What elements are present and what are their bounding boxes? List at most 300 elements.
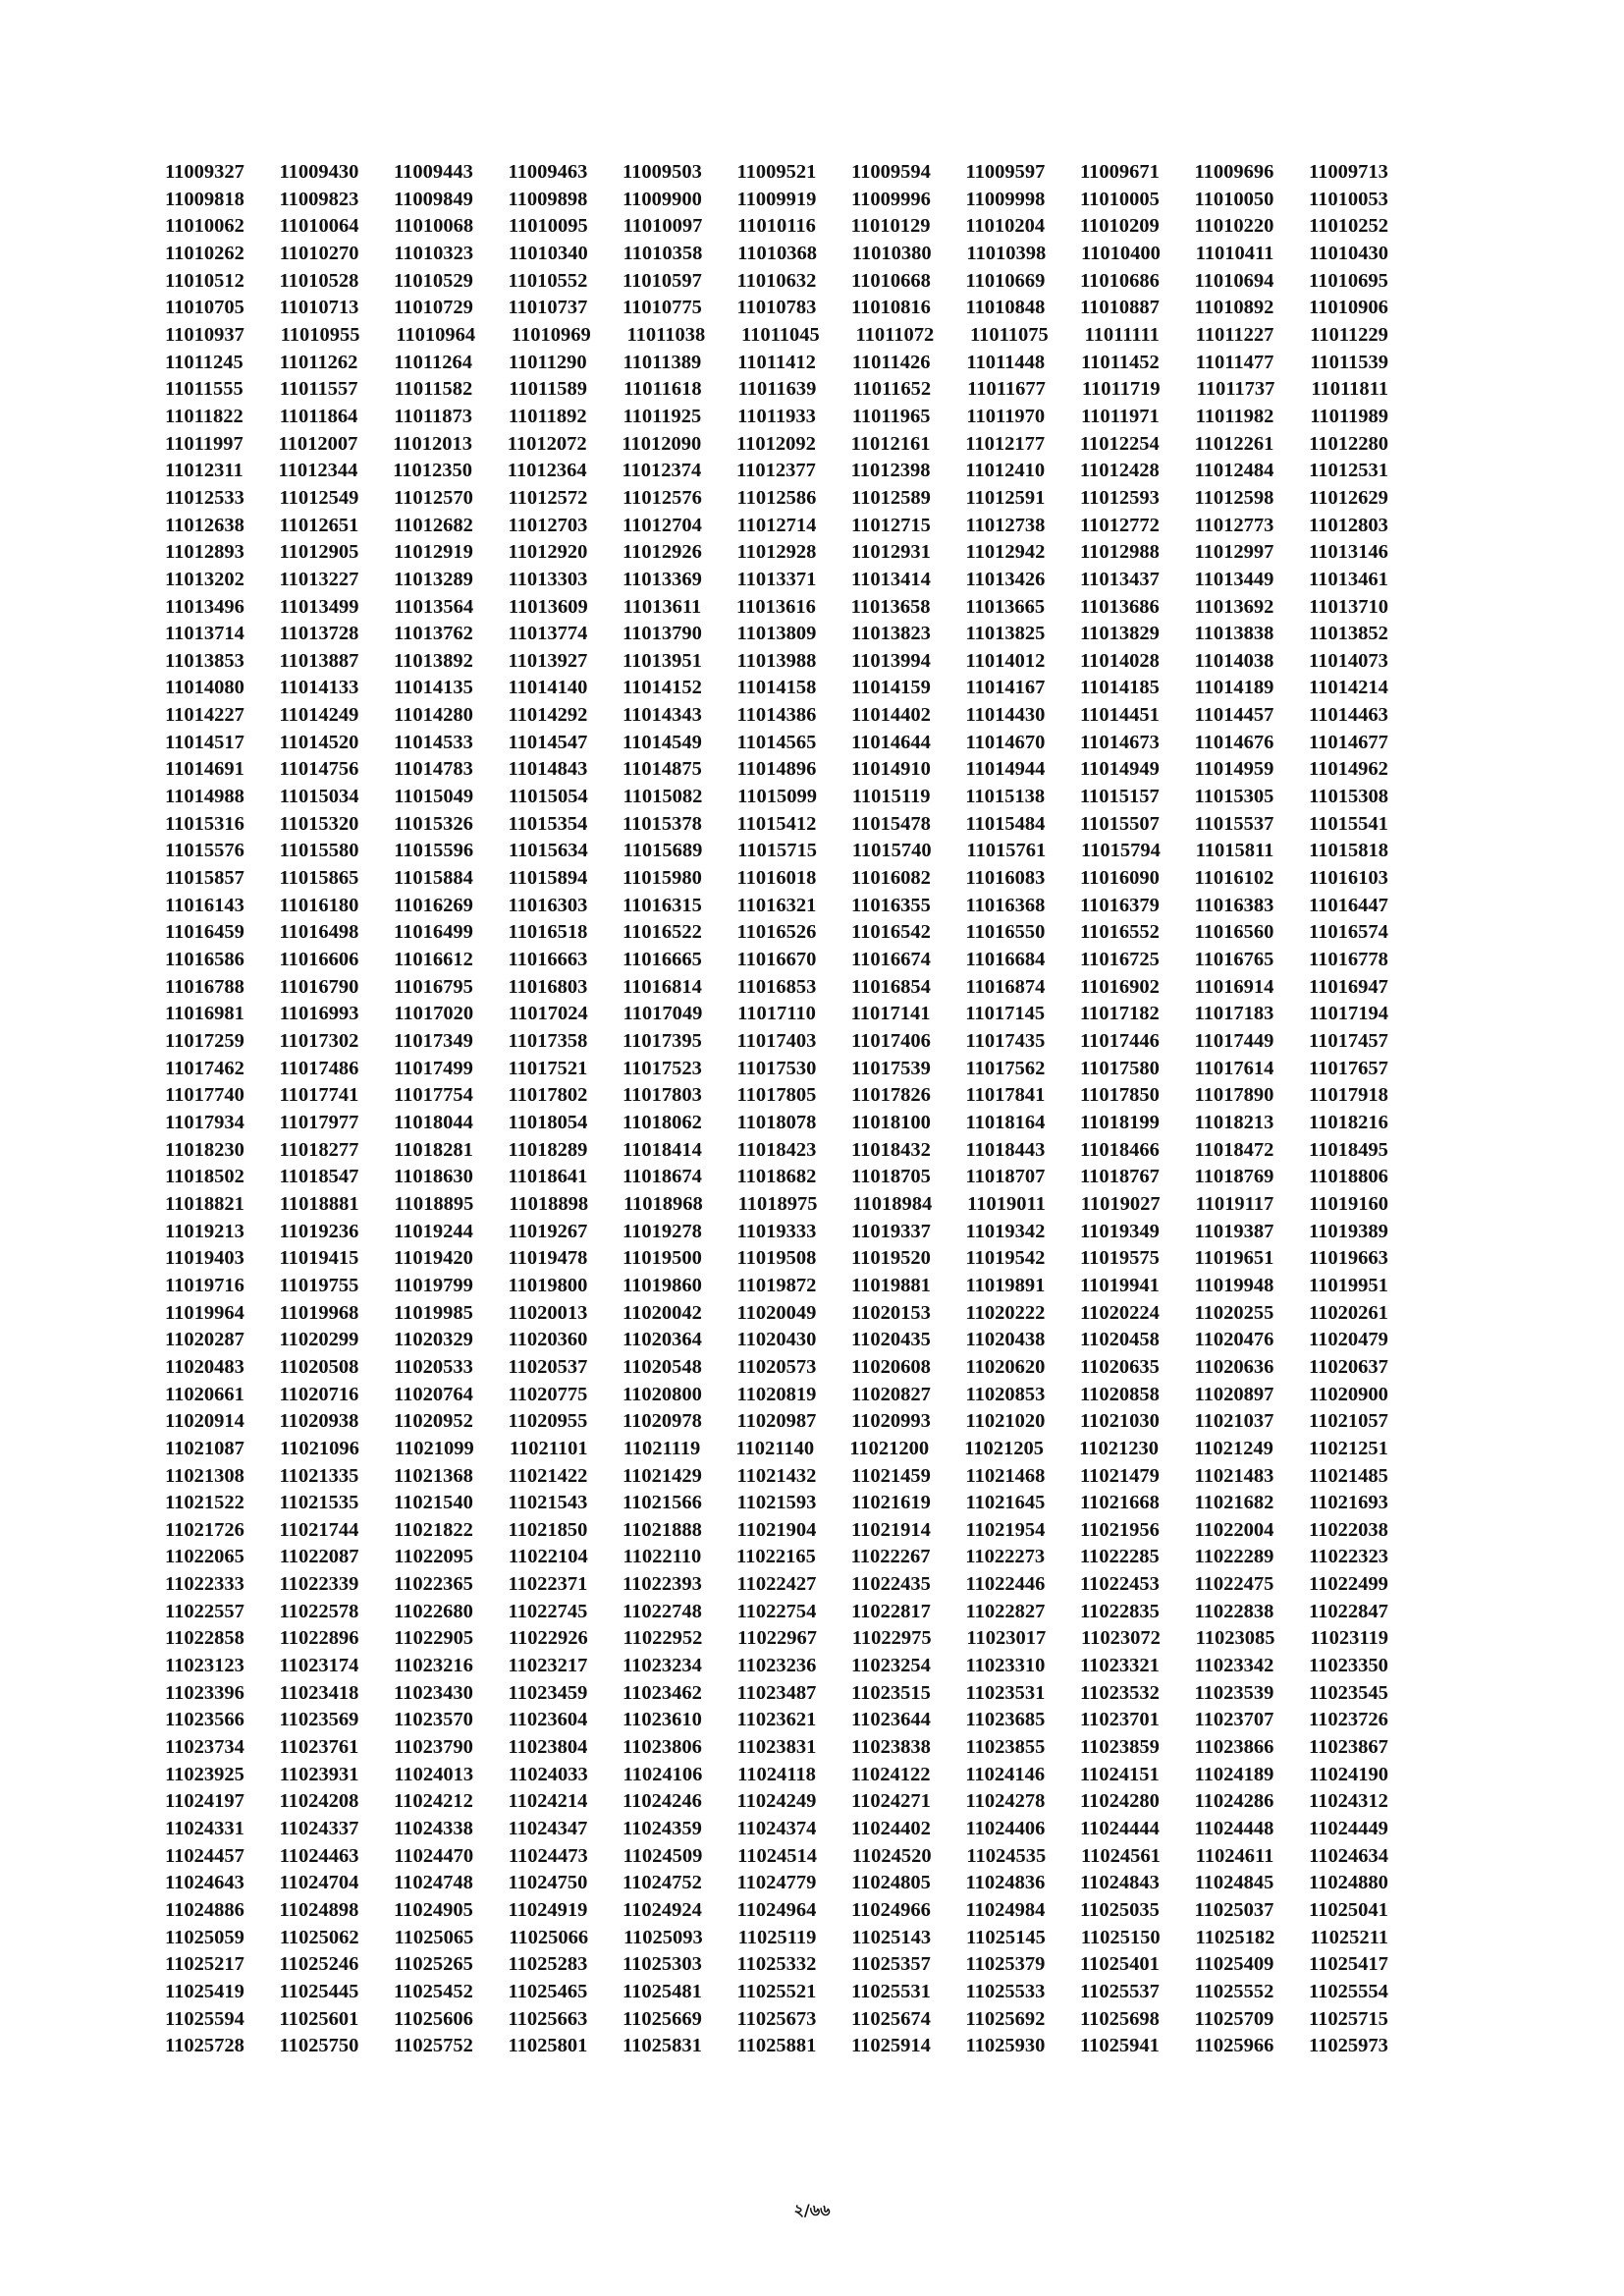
roll-number: 11012920: [508, 541, 588, 564]
roll-number: 11011982: [1195, 405, 1274, 427]
roll-number: 11013658: [850, 595, 931, 618]
roll-number: 11012928: [736, 541, 817, 564]
number-row: [165, 159, 1388, 187]
roll-number: 11017523: [623, 1057, 702, 1079]
roll-number: 11017977: [279, 1111, 359, 1133]
roll-number: 11017499: [394, 1057, 473, 1079]
roll-number: 11013951: [623, 649, 702, 672]
roll-number: 11011229: [1310, 323, 1388, 346]
roll-number: 11009919: [736, 188, 817, 210]
roll-number: 11024212: [394, 1790, 473, 1813]
roll-number: 11012772: [1080, 514, 1160, 536]
roll-number: 11016315: [623, 894, 702, 916]
roll-number: 11020360: [508, 1329, 588, 1351]
roll-number: 11017446: [1080, 1030, 1160, 1052]
roll-number: 11017024: [508, 1003, 588, 1025]
roll-number: 11013426: [965, 568, 1046, 590]
roll-number: 11022004: [1194, 1518, 1274, 1541]
roll-number: 11024449: [1309, 1818, 1388, 1840]
roll-number: 11024561: [1081, 1844, 1161, 1867]
roll-number: 11014843: [508, 758, 588, 781]
roll-number: 11013369: [623, 568, 702, 590]
roll-number: 11016795: [394, 975, 473, 998]
roll-number: 11023570: [394, 1709, 473, 1731]
roll-number: 11021308: [165, 1464, 244, 1487]
roll-number: 11020458: [1080, 1329, 1160, 1351]
number-row: [165, 1191, 1388, 1219]
number-row: [165, 947, 1388, 974]
roll-number: 11020827: [851, 1383, 931, 1405]
roll-number: 11017754: [394, 1084, 473, 1107]
roll-number: 11018806: [1309, 1166, 1388, 1188]
roll-number: 11013853: [165, 649, 244, 672]
roll-number: 11015596: [394, 840, 474, 862]
roll-number: 11021850: [508, 1518, 588, 1541]
roll-number: 11015857: [165, 867, 244, 890]
roll-number: 11013710: [1309, 595, 1388, 618]
roll-number: 11021479: [1080, 1464, 1160, 1487]
roll-number: 11015689: [623, 840, 703, 862]
roll-number: 11010887: [1080, 297, 1160, 319]
roll-number: 11020435: [851, 1329, 931, 1351]
roll-number: 11021251: [1309, 1437, 1388, 1459]
roll-number: 11021682: [1194, 1492, 1274, 1514]
roll-number: 11014343: [623, 704, 702, 727]
roll-number: 11010068: [394, 215, 474, 238]
roll-number: 11021522: [165, 1492, 244, 1514]
roll-number: 11024278: [965, 1790, 1046, 1813]
roll-number: 11013825: [965, 623, 1046, 645]
roll-number: 11022273: [965, 1546, 1046, 1568]
roll-number: 11012311: [165, 460, 244, 482]
roll-number: 11016674: [851, 949, 931, 971]
roll-number: 11014140: [508, 677, 588, 699]
roll-number: 11023236: [736, 1655, 817, 1677]
roll-number: 11019117: [1195, 1192, 1274, 1215]
roll-number: 11015138: [965, 786, 1046, 808]
roll-number: 11021096: [279, 1437, 359, 1459]
roll-number: 11015378: [623, 812, 702, 835]
roll-number: 11021030: [1080, 1410, 1160, 1433]
roll-number: 11014430: [965, 704, 1046, 727]
roll-number: 11017657: [1309, 1057, 1388, 1079]
roll-number: 11022435: [851, 1573, 931, 1596]
number-row: [165, 2006, 1388, 2034]
number-row: [165, 811, 1388, 839]
roll-number: 11025481: [623, 1980, 702, 2002]
roll-number: 11015884: [394, 867, 473, 890]
roll-number: 11022817: [851, 1600, 931, 1622]
roll-number: 11012533: [165, 486, 244, 509]
roll-number: 11011262: [279, 351, 358, 373]
roll-number: 11021543: [508, 1492, 588, 1514]
roll-number: 11025750: [279, 2035, 359, 2057]
roll-number: 11013611: [623, 595, 702, 618]
roll-number: 11024611: [1195, 1844, 1274, 1867]
roll-number: 11025303: [623, 1953, 702, 1976]
roll-number: 11021914: [851, 1518, 931, 1541]
number-row: [165, 1599, 1388, 1626]
roll-number: 11025062: [279, 1926, 359, 1948]
roll-number: 11010340: [508, 242, 588, 264]
roll-number: 11010969: [511, 323, 591, 346]
roll-number: 11019500: [623, 1247, 702, 1270]
number-row: [165, 1408, 1388, 1436]
roll-number: 11009818: [165, 188, 244, 210]
roll-number: 11016606: [279, 949, 359, 971]
roll-number: 11021020: [965, 1410, 1046, 1433]
roll-number: 11014547: [508, 731, 588, 753]
roll-number: 11018289: [508, 1138, 588, 1161]
roll-number: 11015316: [165, 812, 244, 835]
roll-number: 11014167: [965, 677, 1046, 699]
roll-number: 11011873: [394, 405, 472, 427]
roll-number: 11023396: [165, 1681, 244, 1704]
roll-number: 11020661: [165, 1383, 244, 1405]
roll-number: 11025728: [165, 2035, 244, 2057]
roll-number: 11017110: [737, 1003, 816, 1025]
roll-number: 11010668: [851, 269, 931, 292]
roll-number: 11024151: [1079, 1763, 1160, 1785]
roll-number: 11020533: [394, 1355, 473, 1378]
roll-number: 11020287: [165, 1329, 244, 1351]
roll-number: 11014135: [394, 677, 473, 699]
roll-number: 11024845: [1194, 1872, 1274, 1894]
roll-number: 11018432: [851, 1138, 931, 1161]
roll-number: 11019349: [1080, 1220, 1160, 1242]
roll-number: 11015576: [165, 840, 244, 862]
roll-number: 11015157: [1079, 786, 1160, 808]
roll-number: 11025182: [1195, 1926, 1275, 1948]
roll-number: 11020897: [1194, 1383, 1274, 1405]
roll-number: 11019027: [1080, 1192, 1161, 1215]
roll-number: 11023321: [1080, 1655, 1160, 1677]
roll-number: 11018414: [623, 1138, 702, 1161]
roll-number: 11025663: [508, 2007, 588, 2030]
number-row: [165, 1571, 1388, 1599]
roll-number: 11012638: [165, 514, 244, 536]
roll-number: 11010129: [850, 215, 931, 238]
roll-number: 11022267: [850, 1546, 931, 1568]
roll-number: 11017406: [851, 1030, 931, 1052]
roll-number: 11017358: [508, 1030, 588, 1052]
roll-number: 11014962: [1309, 758, 1388, 781]
roll-number: 11019891: [965, 1274, 1046, 1296]
roll-number: 11021956: [1080, 1518, 1160, 1541]
roll-number: 11016522: [623, 921, 702, 944]
roll-number: 11015354: [508, 812, 588, 835]
roll-number: 11010705: [165, 297, 244, 319]
number-row: [165, 1219, 1388, 1246]
roll-number: 11023545: [1309, 1681, 1388, 1704]
roll-number: 11017562: [965, 1057, 1046, 1079]
roll-number: 11023566: [165, 1709, 244, 1731]
roll-number: 11025379: [965, 1953, 1046, 1976]
roll-number: 11025093: [623, 1926, 703, 1948]
roll-number: 11010430: [1309, 242, 1388, 264]
roll-number: 11016355: [851, 894, 931, 916]
roll-number: 11019872: [736, 1274, 817, 1296]
roll-number: 11015580: [279, 840, 359, 862]
number-row: [165, 295, 1388, 322]
roll-number: 11023515: [851, 1681, 931, 1704]
roll-number: 11024189: [1194, 1763, 1274, 1785]
roll-number: 11020479: [1309, 1329, 1388, 1351]
roll-number: 11009823: [279, 188, 359, 210]
roll-number: 11017802: [508, 1084, 588, 1107]
roll-number: 11014457: [1194, 704, 1274, 727]
roll-number: 11022333: [165, 1573, 244, 1596]
roll-number: 11025698: [1080, 2007, 1160, 2030]
roll-number: 11012161: [850, 432, 931, 455]
roll-number: 11018495: [1309, 1138, 1388, 1161]
roll-number: 11012715: [851, 514, 931, 536]
roll-number: 11014565: [736, 731, 817, 753]
roll-number: 11019267: [508, 1220, 588, 1242]
number-row: [165, 756, 1388, 784]
roll-number: 11014691: [165, 758, 244, 781]
roll-number: 11014533: [394, 731, 473, 753]
number-row: [165, 594, 1388, 622]
number-row: [165, 648, 1388, 676]
roll-number: 11016725: [1080, 949, 1160, 971]
roll-number: 11024924: [623, 1899, 702, 1921]
roll-number: 11009996: [851, 188, 931, 210]
roll-number: 11014028: [1080, 649, 1160, 672]
roll-number: 11020222: [965, 1301, 1046, 1324]
roll-number: 11011075: [970, 323, 1049, 346]
roll-number: 11012682: [394, 514, 473, 536]
roll-number: 11021101: [509, 1437, 588, 1459]
roll-number: 11025065: [394, 1926, 474, 1948]
roll-number: 11019508: [736, 1247, 817, 1270]
roll-number: 11024470: [394, 1844, 474, 1867]
roll-number: 11020364: [623, 1329, 702, 1351]
roll-number: 11017302: [279, 1030, 359, 1052]
roll-number: 11022967: [737, 1627, 817, 1650]
roll-number: 11021200: [849, 1437, 930, 1459]
roll-number: 11020620: [965, 1355, 1046, 1378]
roll-number: 11024448: [1194, 1818, 1274, 1840]
roll-number: 11022896: [279, 1627, 359, 1650]
roll-number: 11019160: [1309, 1192, 1388, 1215]
roll-number: 11014292: [508, 704, 588, 727]
roll-number: 11019985: [394, 1301, 473, 1324]
roll-number: 11016586: [165, 949, 244, 971]
roll-number: 11018100: [851, 1111, 931, 1133]
roll-number: 11023123: [165, 1655, 244, 1677]
roll-number: 11025419: [165, 1980, 244, 2002]
roll-number: 11017259: [165, 1030, 244, 1052]
roll-number: 11025417: [1309, 1953, 1388, 1976]
roll-number: 11023790: [394, 1736, 473, 1759]
roll-number: 11015894: [508, 867, 588, 890]
roll-number: 11020900: [1309, 1383, 1388, 1405]
roll-number: 11011412: [737, 351, 816, 373]
roll-number: 11012629: [1309, 486, 1388, 509]
roll-number: 11022499: [1309, 1573, 1388, 1596]
roll-number: 11016853: [736, 975, 817, 998]
roll-number: 11015507: [1080, 812, 1160, 835]
number-row: [165, 730, 1388, 757]
roll-number: 11020636: [1194, 1355, 1274, 1378]
roll-number: 11020764: [394, 1383, 473, 1405]
roll-number: 11019964: [165, 1301, 244, 1324]
roll-number: 11009849: [394, 188, 473, 210]
roll-number: 11024984: [965, 1899, 1046, 1921]
roll-number: 11020483: [165, 1355, 244, 1378]
roll-number: 11011822: [165, 405, 244, 427]
roll-number: 11019951: [1309, 1274, 1388, 1296]
roll-number: 11010368: [737, 242, 817, 264]
roll-number: 11025409: [1194, 1953, 1274, 1976]
roll-number: 11015980: [623, 867, 702, 890]
roll-number: 11011452: [1081, 351, 1160, 373]
roll-number: 11015484: [965, 812, 1046, 835]
roll-number: 11011227: [1195, 323, 1274, 346]
roll-number: 11022745: [508, 1600, 588, 1622]
roll-number: 11014463: [1309, 704, 1388, 727]
roll-number: 11014185: [1080, 677, 1160, 699]
number-row: [165, 1707, 1388, 1734]
roll-number: 11014756: [279, 758, 359, 781]
roll-number: 11014959: [1194, 758, 1274, 781]
roll-number: 11017141: [850, 1003, 931, 1025]
roll-number: 11019651: [1194, 1247, 1274, 1270]
roll-number: 11024752: [623, 1872, 702, 1894]
number-row: [165, 458, 1388, 485]
roll-number: 11024836: [965, 1872, 1046, 1894]
roll-number: 11012589: [851, 486, 931, 509]
roll-number: 11020537: [508, 1355, 588, 1378]
roll-number: 11013829: [1080, 623, 1160, 645]
roll-number: 11012090: [622, 432, 702, 455]
roll-number: 11016765: [1194, 949, 1274, 971]
roll-number: 11019860: [623, 1274, 702, 1296]
roll-number: 11020042: [623, 1301, 702, 1324]
roll-number: 11023701: [1080, 1709, 1160, 1731]
roll-number: 11024374: [736, 1818, 817, 1840]
roll-number: 11013686: [1079, 595, 1160, 618]
roll-number: 11013809: [736, 623, 817, 645]
number-row: [165, 1843, 1388, 1871]
roll-number: 11015305: [1194, 786, 1274, 808]
roll-number: 11016670: [736, 949, 817, 971]
roll-number: 11023017: [966, 1627, 1047, 1650]
roll-number: 11020438: [965, 1329, 1046, 1351]
roll-number: 11020993: [851, 1410, 931, 1433]
number-row: [165, 268, 1388, 296]
roll-number: 11016447: [1309, 894, 1388, 916]
roll-number: 11023621: [736, 1709, 817, 1731]
roll-number: 11024805: [851, 1872, 931, 1894]
roll-number: 11010529: [394, 269, 473, 292]
roll-number: 11013994: [851, 649, 931, 672]
roll-number: 11010737: [508, 297, 588, 319]
roll-number: 11010686: [1080, 269, 1160, 292]
roll-number: 11016102: [1194, 867, 1274, 890]
roll-number: 11022323: [1309, 1546, 1388, 1568]
roll-number: 11022475: [1194, 1573, 1274, 1596]
number-row: [165, 1762, 1388, 1789]
roll-number: 11013823: [851, 623, 931, 645]
roll-number: 11016090: [1080, 867, 1160, 890]
roll-number: 11022578: [279, 1600, 359, 1622]
roll-number: 11010398: [966, 242, 1047, 264]
roll-number: 11019520: [851, 1247, 931, 1270]
roll-number: 11024919: [508, 1899, 588, 1921]
number-row: [165, 1382, 1388, 1409]
roll-number: 11024338: [394, 1818, 473, 1840]
number-row: [165, 1816, 1388, 1843]
roll-number: 11016383: [1194, 894, 1274, 916]
roll-number: 11025673: [736, 2007, 817, 2030]
roll-number: 11022748: [623, 1600, 702, 1622]
roll-number: 11025930: [965, 2035, 1046, 2057]
roll-number: 11015320: [279, 812, 359, 835]
roll-number: 11014038: [1194, 649, 1274, 672]
roll-number: 11024966: [851, 1899, 931, 1921]
roll-number: 11009597: [965, 161, 1046, 183]
roll-number: 11025041: [1309, 1899, 1388, 1921]
roll-number: 11025452: [394, 1980, 473, 2002]
roll-number: 11022289: [1194, 1546, 1274, 1568]
number-row: [165, 621, 1388, 648]
roll-number: 11009696: [1194, 161, 1274, 183]
roll-number: 11020853: [965, 1383, 1046, 1405]
roll-number: 11020775: [508, 1383, 588, 1405]
roll-number: 11024779: [736, 1872, 817, 1894]
roll-number: 11010411: [1195, 242, 1274, 264]
roll-number: 11017918: [1309, 1084, 1388, 1107]
roll-number: 11016321: [736, 894, 817, 916]
roll-number: 11010892: [1194, 297, 1274, 319]
roll-number: 11024106: [623, 1763, 703, 1785]
roll-number: 11021668: [1080, 1492, 1160, 1514]
roll-number: 11016018: [736, 867, 817, 890]
roll-number: 11024473: [508, 1844, 588, 1867]
number-row: [165, 1897, 1388, 1925]
roll-number: 11017614: [1194, 1057, 1274, 1079]
roll-number: 11021140: [735, 1437, 815, 1459]
roll-number: 11024280: [1080, 1790, 1160, 1813]
roll-number: 11020800: [623, 1383, 702, 1405]
roll-number: 11025914: [851, 2035, 931, 2057]
roll-number: 11015099: [737, 786, 817, 808]
roll-number: 11022754: [736, 1600, 817, 1622]
roll-number: 11012254: [1079, 432, 1160, 455]
roll-number: 11024643: [165, 1872, 244, 1894]
roll-number: 11014988: [165, 786, 244, 808]
roll-number: 11023866: [1194, 1736, 1274, 1759]
roll-number: 11022165: [736, 1546, 816, 1568]
roll-number: 11012177: [965, 432, 1046, 455]
roll-number: 11023685: [965, 1709, 1046, 1731]
roll-number: 11023254: [851, 1655, 931, 1677]
roll-number: 11019968: [279, 1301, 359, 1324]
roll-number: 11022371: [508, 1573, 588, 1596]
roll-number: 11013790: [623, 623, 702, 645]
roll-number: 11014012: [965, 649, 1046, 672]
roll-number: 11025801: [508, 2035, 588, 2057]
number-row: [165, 376, 1388, 404]
roll-number: 11019663: [1309, 1247, 1388, 1270]
roll-number: 11024146: [965, 1763, 1046, 1785]
roll-number: 11022095: [394, 1546, 474, 1568]
roll-number: 11025265: [394, 1953, 473, 1976]
roll-number: 11010955: [280, 323, 360, 346]
roll-number: 11023806: [623, 1736, 702, 1759]
